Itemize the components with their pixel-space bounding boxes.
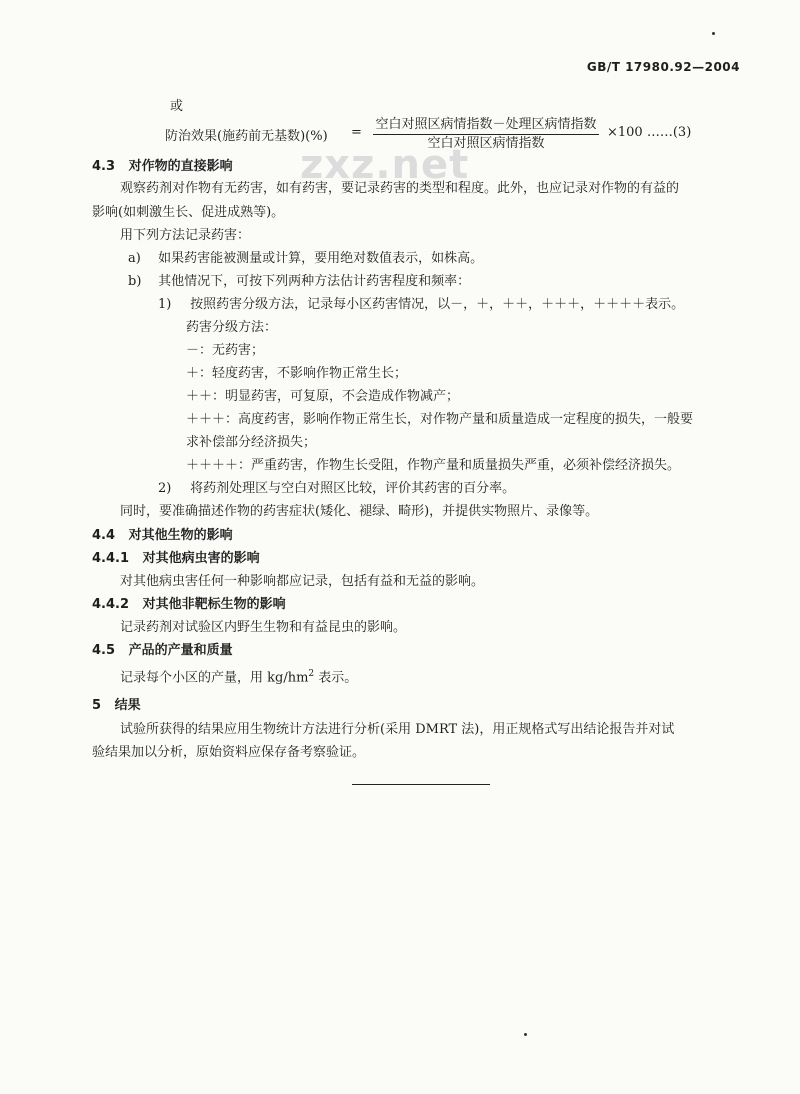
section-title: 对作物的直接影响: [128, 159, 233, 174]
list-label: a): [128, 251, 141, 266]
section-4-4-1-heading: [92, 550, 260, 568]
section-number: 4.5: [92, 643, 116, 658]
section-title: 产品的产量和质量: [128, 643, 233, 658]
list-item-a: [128, 250, 483, 268]
section-title: 对其他生物的影响: [128, 528, 233, 543]
standard-number: GB/T 17980.92—2004: [586, 60, 740, 74]
formula-lhs: 防治效果(施药前无基数)(%): [165, 129, 328, 144]
section-number: 5: [92, 698, 102, 713]
paragraph-line: 验结果加以分析，原始资料应保存备考察验证。: [92, 745, 366, 760]
section-4-5-heading: [92, 642, 233, 660]
formula-equals: =: [351, 125, 362, 140]
grading-level-3-cont: 求补偿部分经济损失；: [186, 435, 317, 450]
grading-title: 药害分级方法：: [186, 320, 278, 335]
section-number: 4.4.1: [92, 551, 130, 566]
grading-level-4: ＋＋＋＋：严重药害，作物生长受阻，作物产量和质量损失严重，必须补偿经济损失。: [186, 458, 681, 473]
list-text: 如果药害能被测量或计算，要用绝对数值表示，如株高。: [158, 251, 484, 266]
section-4-4-2-heading: [92, 596, 286, 614]
formula-multiplier: ×100: [607, 125, 643, 140]
superscript: 2: [308, 669, 315, 679]
list-label: 2): [158, 481, 172, 496]
list-text: 将药剂处理区与空白对照区比较，评价其药害的百分率。: [190, 481, 516, 496]
end-of-document-rule: [352, 784, 490, 785]
list-item-1: [158, 296, 684, 314]
scan-speck: [712, 32, 715, 35]
paragraph-line: 试验所获得的结果应用生物统计方法进行分析(采用 DMRT 法)，用正规格式写出结论报告并对试: [120, 722, 675, 737]
list-text: 其他情况下，可按下列两种方法估计药害程度和频率：: [158, 274, 471, 289]
paragraph-line: 记录药剂对试验区内野生生物和有益昆虫的影响。: [120, 620, 407, 635]
formula-fraction: [373, 117, 599, 152]
paragraph-line: [120, 665, 357, 687]
paragraph-line: 观察药剂对作物有无药害，如有药害，要记录药害的类型和程度。此外，也应记录对作物的有益的: [120, 181, 680, 196]
paragraph-line: 影响(如刺激生长、促进成熟等)。: [92, 205, 285, 220]
scan-speck: [524, 1033, 527, 1036]
paragraph-line: 同时，要准确描述作物的药害症状(矮化、褪绿、畸形)，并提供实物照片、录像等。: [120, 504, 599, 519]
list-item-2: [158, 480, 515, 498]
formula-denominator: 空白对照区病情指数: [427, 136, 545, 151]
list-text: 按照药害分级方法，记录每小区药害情况，以－，＋，＋＋，＋＋＋，＋＋＋＋表示。: [190, 297, 685, 312]
equation-number: ……(3): [646, 125, 692, 140]
section-5-heading: [92, 697, 141, 715]
grading-level-1: ＋：轻度药害，不影响作物正常生长；: [186, 366, 408, 381]
list-label: b): [128, 274, 142, 289]
text-segment: 表示。: [314, 670, 358, 686]
section-title: 对其他病虫害的影响: [142, 551, 260, 566]
section-title: 结果: [114, 698, 141, 713]
fraction-bar: [373, 134, 599, 135]
grading-level-2: ＋＋：明显药害，可复原，不会造成作物减产；: [186, 389, 460, 404]
section-4-3-heading: [92, 158, 233, 176]
section-title: 对其他非靶标生物的影响: [142, 597, 286, 612]
paragraph-line: 对其他病虫害任何一种影响都应记录，包括有益和无益的影响。: [120, 574, 485, 589]
list-item-b: [128, 273, 470, 291]
section-number: 4.3: [92, 159, 116, 174]
section-4-4-heading: [92, 527, 233, 545]
grading-level-3: ＋＋＋：高度药害，影响作物正常生长，对作物产量和质量造成一定程度的损失，一般要: [186, 412, 694, 427]
text-segment: 记录每个小区的产量，用 kg/hm: [120, 670, 309, 686]
section-number: 4.4: [92, 528, 116, 543]
paragraph-line: 用下列方法记录药害：: [120, 228, 251, 243]
formula-or-word: 或: [170, 99, 184, 114]
formula-numerator: 空白对照区病情指数－处理区病情指数: [375, 117, 597, 132]
list-label: 1): [158, 297, 172, 312]
formula-rhs: [607, 125, 691, 140]
section-number: 4.4.2: [92, 597, 130, 612]
grading-level-0: －：无药害；: [186, 343, 265, 358]
watermark: zxz.net: [300, 142, 470, 188]
